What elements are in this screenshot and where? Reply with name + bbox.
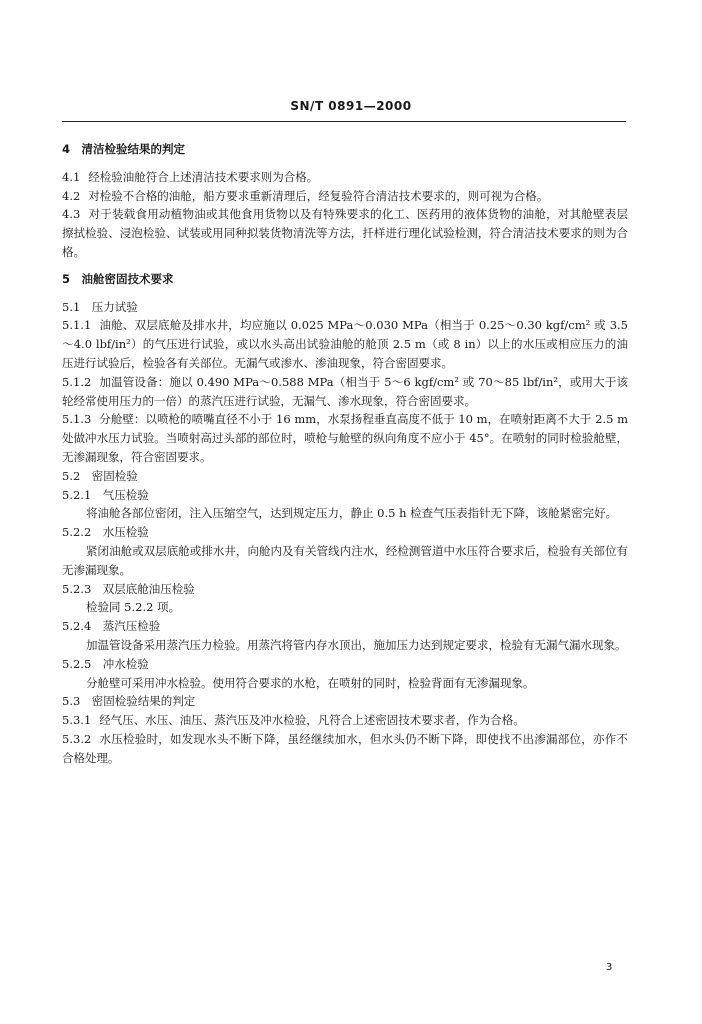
clause-4-3 — [62, 205, 628, 261]
clause-number: 4.3 — [62, 207, 81, 222]
section-5-title: 5 油舱密固技术要求 — [62, 271, 174, 286]
clause-5-2-4-title: 5.2.4 蒸汽压检验 — [62, 619, 161, 634]
clause-number: 5.1.3 — [62, 412, 92, 427]
clause-number: 4.2 — [62, 188, 81, 203]
clause-number: 5.1.1 — [62, 318, 92, 333]
clause-5-3-title: 5.3 密固检验结果的判定 — [62, 694, 196, 709]
standard-code-header: SN/T 0891—2000 — [290, 99, 412, 113]
clause-5-2-1-title: 5.2.1 气压检验 — [62, 487, 149, 502]
clause-number: 5.3.1 — [62, 713, 92, 728]
clause-5-2-3-text: 检验同 5.2.2 项。 — [86, 600, 181, 615]
clause-text: 经气压、水压、油压、蒸汽压及冲水检验，凡符合上述密固技术要求者，作为合格。 — [99, 713, 525, 728]
document-body — [62, 140, 628, 768]
clause-number: 5.1.2 — [62, 374, 92, 389]
clause-text: 水压检验时，如发现水头不断下降，虽经继续加水，但水头仍不断下降，即使找不出渗漏部位，亦作不合格处理。 — [62, 731, 628, 765]
clause-5-2-2-text: 紧闭油舱或双层底舱或排水井，向舱内及有关管线内注水，经检测管道中水压符合要求后，检验有关部位有无渗漏现象。 — [62, 543, 628, 577]
clause-5-2-1-text: 将油舱各部位密闭，注入压缩空气，达到规定压力，静止 0.5 h 检查气压表指针无下降，该舱紧密完好。 — [86, 506, 618, 521]
clause-4-2 — [62, 187, 628, 206]
clause-text: 对于装载食用动植物油或其他食用货物以及有特殊要求的化工、医药用的液体货物的油舱，对其舱壁表层擦拭检验、浸泡检验、试装或用同种拟装货物清洗等方法，扦样进行理化试验检测，符合清洁技术要求的则为合格。 — [62, 207, 628, 259]
clause-5-1-1 — [62, 316, 628, 372]
clause-5-2-4-text: 加温管设备采用蒸汽压力检验。用蒸汽将管内存水顶出，施加压力达到规定要求，检验有无漏气漏水现象。 — [86, 637, 627, 652]
clause-number: 5.3.2 — [62, 731, 92, 746]
clause-5-2-2-title: 5.2.2 水压检验 — [62, 525, 149, 540]
clause-5-2-5-text: 分舱壁可采用冲水检验。使用符合要求的水枪，在喷射的同时，检验背面有无渗漏现象。 — [86, 675, 535, 690]
clause-text: 经检验油舱符合上述清洁技术要求则为合格。 — [88, 169, 319, 184]
clause-number: 4.1 — [62, 169, 81, 184]
clause-5-2-title: 5.2 密固检验 — [62, 468, 138, 483]
page-number: 3 — [606, 962, 613, 973]
header-rule — [62, 121, 626, 122]
clause-text: 分舱壁：以喷枪的喷嘴直径不小于 16 mm，水泵扬程垂直高度不低于 10 m，在喷射距离不大于 2.5 m 处做冲水压力试验。当喷射高过头部的部位时，喷枪与舱壁的纵向角度不应小于 45°。在喷射的同时检验舱壁，无渗漏现象，符合密固要求。 — [62, 412, 628, 464]
clause-5-3-2 — [62, 730, 628, 768]
clause-5-1-2 — [62, 373, 628, 411]
clause-text: 对检验不合格的油舱，船方要求重新清理后，经复验符合清洁技术要求的，则可视为合格。 — [88, 188, 549, 203]
clause-5-1-3 — [62, 410, 628, 466]
clause-5-1-title: 5.1 压力试验 — [62, 299, 138, 314]
section-4-title: 4 清洁检验结果的判定 — [62, 142, 186, 156]
clause-5-2-3-title: 5.2.3 双层底舱油压检验 — [62, 581, 195, 596]
clause-5-2-5-title: 5.2.5 冲水检验 — [62, 656, 149, 671]
clause-text: 加温管设备：施以 0.490 MPa～0.588 MPa（相当于 5～6 kgf/cm² 或 70～85 lbf/in²，或用大于该轮经常使用压力的一倍）的蒸汽压进行试验，无漏气、渗水现象，符合密固要求。 — [62, 374, 628, 408]
clause-5-3-1 — [62, 711, 628, 730]
clause-text: 油舱、双层底舱及排水井，均应施以 0.025 MPa～0.030 MPa（相当于 0.25～0.30 kgf/cm² 或 3.5～4.0 lbf/in²）的气压进行试验，或以水头高出试验油舱的舱顶 2.5 m（或 8 in）以上的水压或相应压力的油压进行试验后，检验各有关部位。无漏气或渗水、渗油现象，符合密固要求。 — [62, 318, 628, 370]
clause-4-1 — [62, 168, 628, 187]
